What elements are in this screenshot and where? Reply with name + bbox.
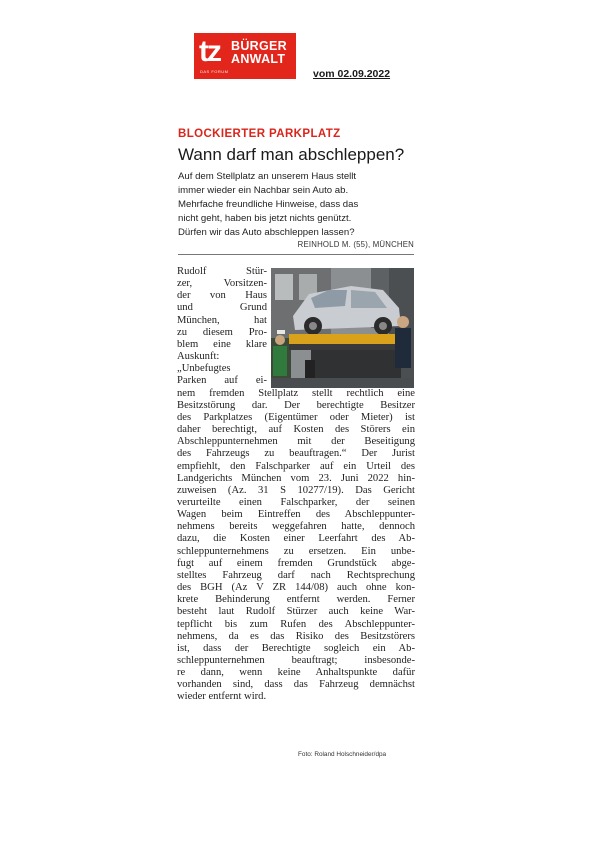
body-line: krete Behinderung entfernt werden. Ferner xyxy=(177,594,415,606)
body-line: empfiehlt, den Falschparker auf ein Urteil des xyxy=(177,460,415,472)
logo-mark: tz xyxy=(199,35,220,68)
body-line: „Unbefugtes xyxy=(177,363,231,375)
body-line: nem fremden Stellplatz stellt rechtlich eine xyxy=(177,387,415,399)
body-line: München, hat xyxy=(177,314,267,326)
reader-question xyxy=(178,170,418,240)
body-line: besteht laut Rudolf Stürzer auch keine War- xyxy=(177,606,415,618)
tz-buergeranwalt-logo xyxy=(194,33,296,79)
body-line: des Parkplatzes (Eigentümer oder Mieter) ist xyxy=(177,411,415,423)
body-line: blem eine klare xyxy=(177,338,267,350)
body-line: zer, Vorsitzen- xyxy=(177,278,267,290)
question-line: immer wieder ein Nachbar sein Auto ab. xyxy=(178,185,349,196)
body-line: dazu, die Kosten einer Leerfahrt des Ab- xyxy=(177,533,415,545)
body-line: verurteilte einen Falschparker, der seinen xyxy=(177,496,415,508)
body-line: tepflicht bis zum Rufen des Abschleppunter- xyxy=(177,618,415,630)
question-line: Auf dem Stellplatz an unserem Haus stellt xyxy=(178,171,357,182)
article-headline: Wann darf man abschleppen? xyxy=(178,145,405,164)
logo-line-1: BÜRGER xyxy=(231,39,287,53)
divider-line xyxy=(178,254,414,255)
body-line: des BGH (Az V ZR 144/08) auch ohne kon- xyxy=(177,582,415,594)
reader-signature: REINHOLD M. (55), MÜNCHEN xyxy=(297,240,414,249)
question-line: Mehrfache freundliche Hinweise, dass das xyxy=(178,199,359,210)
body-line: und Grund xyxy=(177,302,267,314)
body-line: zuweisen (Az. 31 S 10277/19). Das Gericht xyxy=(177,484,415,496)
body-line: Besitzstörung dar. Der berechtigte Besitzer xyxy=(177,399,415,411)
body-line: wieder entfernt wird. xyxy=(177,691,267,703)
body-line: schleppunternehmen beauftragt; insbesonde- xyxy=(177,655,415,666)
logo-subline: DAS FORUM xyxy=(200,69,229,74)
publication-date: vom 02.09.2022 xyxy=(313,68,391,80)
body-line: nehmens, da es das Risiko des Besitzstörers xyxy=(177,630,415,642)
body-line: Rudolf Stür- xyxy=(177,266,267,277)
logo-line-2: ANWALT xyxy=(231,52,286,66)
article-kicker: BLOCKIERTER PARKPLATZ xyxy=(178,128,341,140)
question-line: nicht geht, haben bis jetzt nichts genützt. xyxy=(178,213,352,224)
article-body xyxy=(177,266,415,704)
body-line: fugt auf einem fremden Grundstück abge- xyxy=(177,557,415,569)
body-line: ist, dass der Berechtigte sogleich ein Ab- xyxy=(177,642,415,654)
body-line: Abschleppunternehmen mit der Beseitigung xyxy=(177,436,415,448)
body-line: re dann, wenn keine Anhaltspunkte dafür xyxy=(177,667,415,679)
body-line: Auskunft: xyxy=(177,351,220,363)
body-line: des Fahrzeugs zu beauftragen.“ Der Jurist xyxy=(177,448,415,460)
body-line: nehmens bereits weggefahren hatte, dennoch xyxy=(177,521,415,533)
photo-credit: Foto: Roland Holschneider/dpa xyxy=(298,751,387,758)
body-line: schleppunternehmens zu ersetzen. Ein unbe- xyxy=(177,545,415,557)
body-line: daher berechtigt, auf Kosten des Störers ein xyxy=(177,424,415,436)
body-line: zu diesem Pro- xyxy=(177,326,267,338)
body-line: Parken auf ei- xyxy=(177,375,267,387)
body-line: Wagen beim Eintreffen des Abschleppunter- xyxy=(177,509,415,521)
body-line: stelltes Fahrzeug darf nach Rechtsprechung xyxy=(177,569,415,581)
body-line: Landgerichts München vom 23. Juni 2022 hin- xyxy=(177,472,415,484)
body-line: der von Haus xyxy=(177,290,267,302)
question-line: Dürfen wir das Auto abschleppen lassen? xyxy=(178,227,355,238)
body-line: vorhanden sind, dass das Fahrzeug demnächst xyxy=(177,679,415,691)
